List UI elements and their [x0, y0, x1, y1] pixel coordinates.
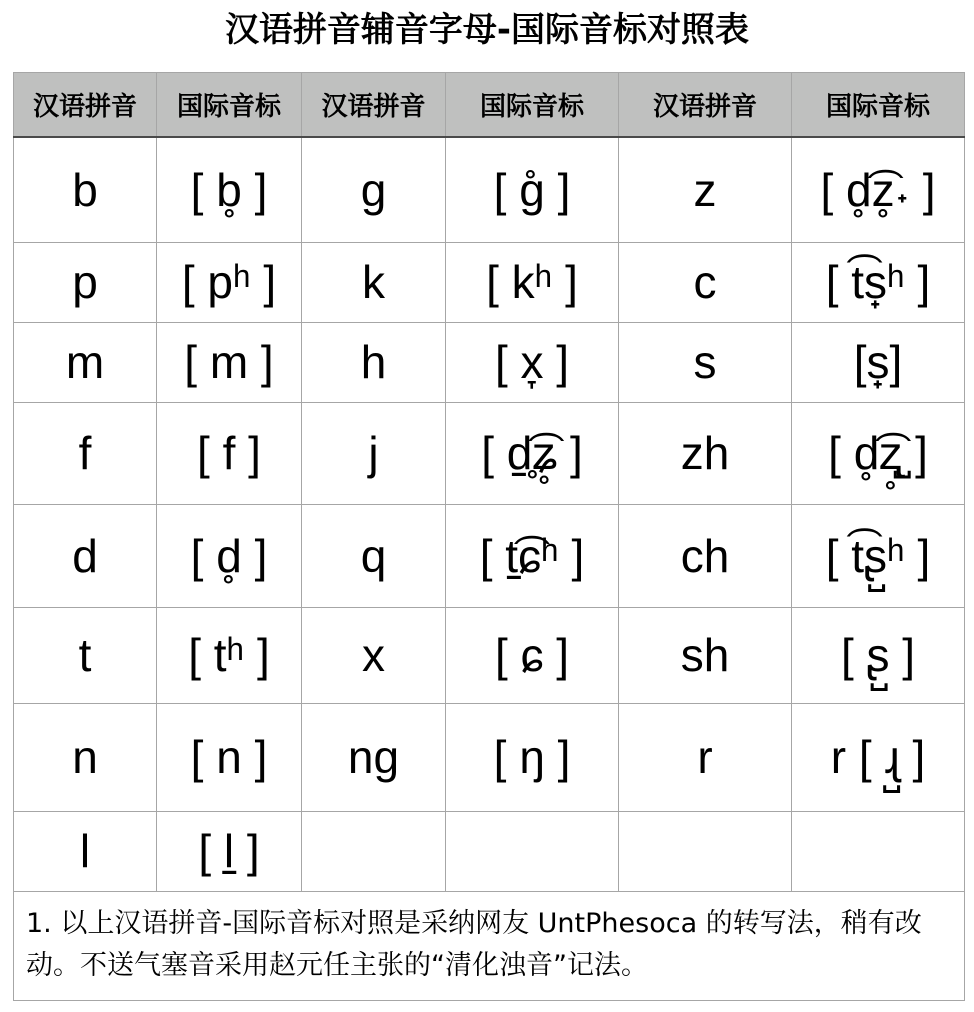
ipa-cell: [ l̠ ] [157, 811, 302, 891]
pinyin-cell: z [619, 137, 792, 242]
footnote-row [14, 891, 965, 1000]
ipa-cell: [ b̥ ] [157, 137, 302, 242]
pinyin-cell: k [302, 242, 446, 322]
ipa-cell: [ t͡s̟ʰ ] [792, 242, 965, 322]
pinyin-cell: ch [619, 504, 792, 607]
ipa-cell: [ f ] [157, 402, 302, 504]
pinyin-cell: b [14, 137, 157, 242]
header-ipa-3: 国际音标 [792, 73, 965, 138]
footnote: 1. 以上汉语拼音-国际音标对照是采纳网友 UntPhesoca 的转写法，稍有改动。不送气塞音采用赵元任主张的“清化浊音”记法。 [14, 891, 965, 1000]
ipa-cell: [ d̥͡z̥˖ ] [792, 137, 965, 242]
pinyin-cell: ng [302, 703, 446, 811]
pinyin-cell: t [14, 607, 157, 703]
pinyin-cell: s [619, 322, 792, 402]
empty-cell [302, 811, 446, 891]
ipa-cell: [ kʰ ] [446, 242, 619, 322]
page-title: 汉语拼音辅音字母-国际音标对照表 [224, 10, 750, 50]
ipa-cell: [ tʰ ] [157, 607, 302, 703]
ipa-cell: [s̟] [792, 322, 965, 402]
pinyin-cell: p [14, 242, 157, 322]
table-row [14, 242, 965, 322]
ipa-cell: [ g̊ ] [446, 137, 619, 242]
header-pinyin-2: 汉语拼音 [302, 73, 446, 138]
header-pinyin-1: 汉语拼音 [14, 73, 157, 138]
ipa-cell: [ n ] [157, 703, 302, 811]
ipa-cell: [ ŋ ] [446, 703, 619, 811]
ipa-cell: r [ ɻ̺ ] [792, 703, 965, 811]
ipa-cell: [ pʰ ] [157, 242, 302, 322]
empty-cell [792, 811, 965, 891]
table-row [14, 322, 965, 402]
table-row [14, 402, 965, 504]
pinyin-cell: sh [619, 607, 792, 703]
ipa-cell: [ ʂ̺ ] [792, 607, 965, 703]
table-row [14, 504, 965, 607]
table-row [14, 811, 965, 891]
ipa-cell: [ t͡ʂ̺ʰ ] [792, 504, 965, 607]
empty-cell [619, 811, 792, 891]
empty-cell [446, 811, 619, 891]
pinyin-cell: l [14, 811, 157, 891]
header-row [14, 73, 965, 138]
header-ipa-2: 国际音标 [446, 73, 619, 138]
ipa-cell: [ ɕ ] [446, 607, 619, 703]
table-row [14, 137, 965, 242]
pinyin-cell: d [14, 504, 157, 607]
ipa-cell: [ d̥ ] [157, 504, 302, 607]
ipa-cell: [ d̥͡ʐ̥̺ ] [792, 402, 965, 504]
header-ipa-1: 国际音标 [157, 73, 302, 138]
header-pinyin-3: 汉语拼音 [619, 73, 792, 138]
pinyin-cell: h [302, 322, 446, 402]
pinyin-cell: n [14, 703, 157, 811]
pinyin-cell: f [14, 402, 157, 504]
pinyin-cell: zh [619, 402, 792, 504]
pinyin-cell: r [619, 703, 792, 811]
pinyin-ipa-table [13, 72, 965, 1001]
ipa-cell: [ x̞ ] [446, 322, 619, 402]
pinyin-cell: q [302, 504, 446, 607]
pinyin-cell: c [619, 242, 792, 322]
ipa-cell: [ d̠̥͡ʑ̥ ] [446, 402, 619, 504]
pinyin-cell: g [302, 137, 446, 242]
table-row [14, 703, 965, 811]
pinyin-cell: m [14, 322, 157, 402]
ipa-cell: [ m ] [157, 322, 302, 402]
table-row [14, 607, 965, 703]
ipa-cell: [ t̠͡ɕʰ ] [446, 504, 619, 607]
pinyin-cell: j [302, 402, 446, 504]
pinyin-cell: x [302, 607, 446, 703]
